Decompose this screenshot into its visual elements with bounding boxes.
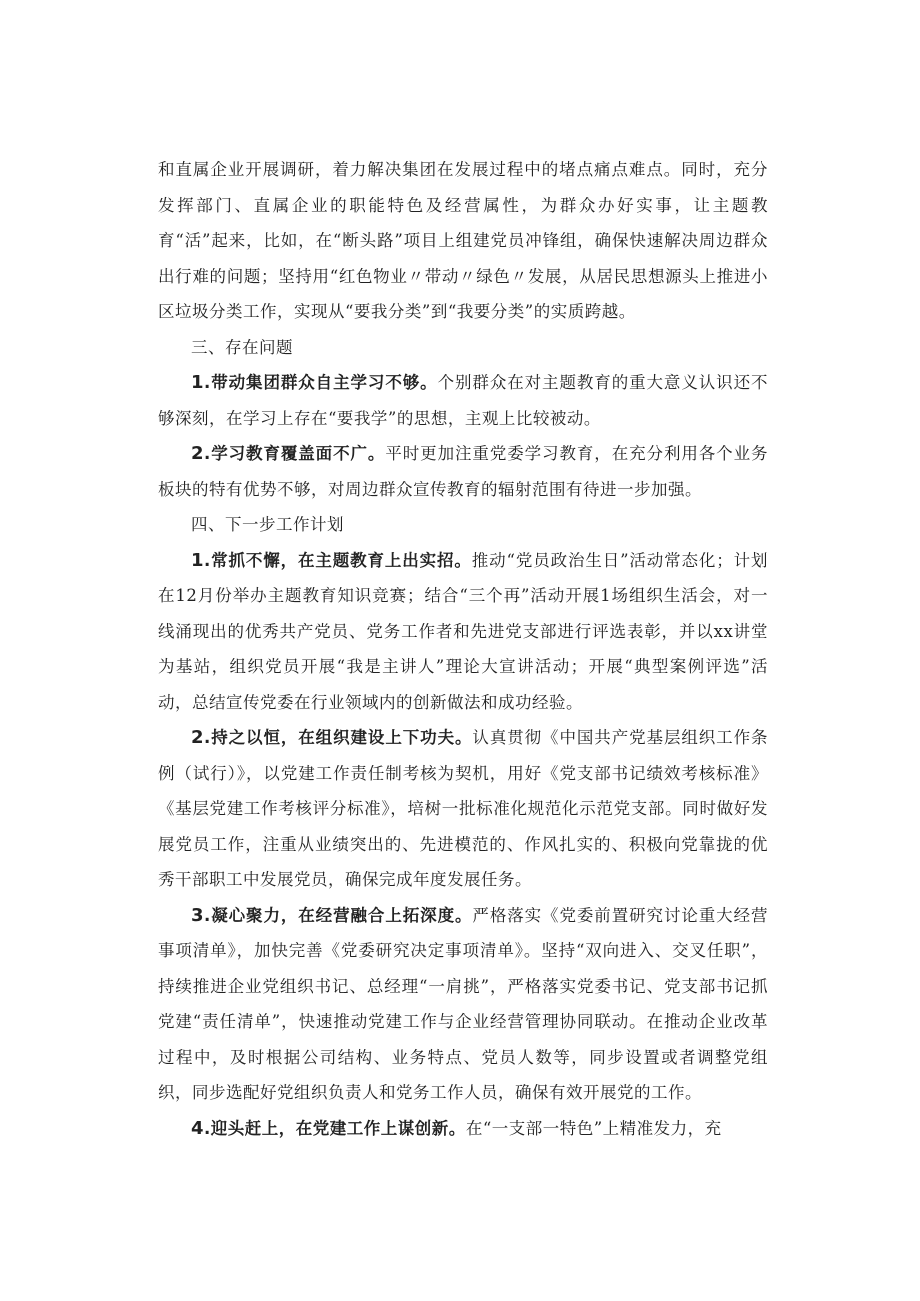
item-lead: .带动集团群众自主学习不够。: [204, 373, 438, 392]
document-body: [158, 152, 768, 1146]
plan-item-2: [158, 720, 768, 898]
item-number: 4: [191, 1117, 205, 1139]
item-number: 3: [191, 904, 205, 926]
item-lead: .学习教育覆盖面不广。: [204, 444, 386, 463]
item-lead: .常抓不懈，在主题教育上出实招。: [204, 550, 472, 570]
intro-paragraph: 和直属企业开展调研，着力解决集团在发展过程中的堵点痛点难点。同时，充分发挥部门、直属企业的职能特色及经营属性，为群众办好实事，让主题教育“活”起来，比如，在“断头路”项目上组建党员冲锋组，确保快速解决周边群众出行难的问题；坚持用“红色物业〃带动〃绿色〃发展，从居民思想源头上推进小区垃圾分类工作，实现从“要我分类”到“我要分类”的实质跨越。: [158, 160, 768, 321]
item-body: 严格落实《党委前置研究讨论重大经营事项清单》，加快完善《党委研究决定事项清单》。坚持“双向进入、交叉任职”，持续推进企业党组织书记、总经理“一肩挑”，严格落实党委书记、党支部书记抓党建“责任清单”，快速推动党建工作与企业经营管理协同联动。在推动企业改革过程中，及时根据公司结构、业务特点、党员人数等，同步设置或者调整党组织，同步选配好党组织负责人和党务工作人员，确保有效开展党的工作。: [158, 905, 768, 1102]
plan-item-4: [158, 1111, 768, 1147]
item-body: 平时更加注重党委学习教育，在充分利用各个业务板块的特有优势不够，对周边群众宣传教育的辐射范围有待进一步加强。: [158, 444, 768, 499]
section-heading-next-plan: 四、下一步工作计划: [191, 515, 344, 534]
item-number: 2: [191, 727, 205, 748]
item-number: 1: [191, 549, 205, 571]
item-body: 推动“党员政治生日”活动常态化；计划在12月份举办主题教育知识竞赛；结合“三个再”活动开展1场组织生活会，对一线涌现出的优秀共产党员、党务工作者和先进党支部进行评选表彰，并以xx讲堂为基站，组织党员开展“我是主讲人”理论大宣讲活动；开展“典型案例评选”活动，总结宣传党委在行业领域内的创新做法和成功经验。: [158, 550, 768, 712]
item-lead: .迎头赶上，在党建工作上谋创新。: [204, 1118, 466, 1138]
item-body: 认真贯彻《中国共产党基层组织工作条例（试行）》，以党建工作责任制考核为契机，用好《党支部书记绩效考核标准》《基层党建工作考核评分标准》，培树一批标准化规范化示范党支部。同时做好发展党员工作，注重从业绩突出的、先进模范的、作风扎实的、积极向党靠拢的优秀干部职工中发展党员，确保完成年度发展任务。: [158, 728, 768, 889]
item-body: 在“一支部一特色”上精准发力，充: [465, 1118, 722, 1138]
problem-item-2: [158, 436, 768, 507]
plan-item-1: [158, 543, 768, 721]
plan-item-3: [158, 898, 768, 1111]
section-heading-problems: 三、存在问题: [191, 337, 293, 357]
problem-item-1: [158, 365, 768, 436]
item-lead: .持之以恒，在组织建设上下功夫。: [204, 728, 473, 747]
item-number: 1: [191, 372, 205, 393]
item-lead: .凝心聚力，在经营融合上拓深度。: [204, 905, 473, 925]
item-number: 2: [191, 443, 205, 464]
item-body: 个别群众在对主题教育的重大意义认识还不够深刻，在学习上存在“要我学”的思想，主观上比较被动。: [158, 373, 768, 428]
